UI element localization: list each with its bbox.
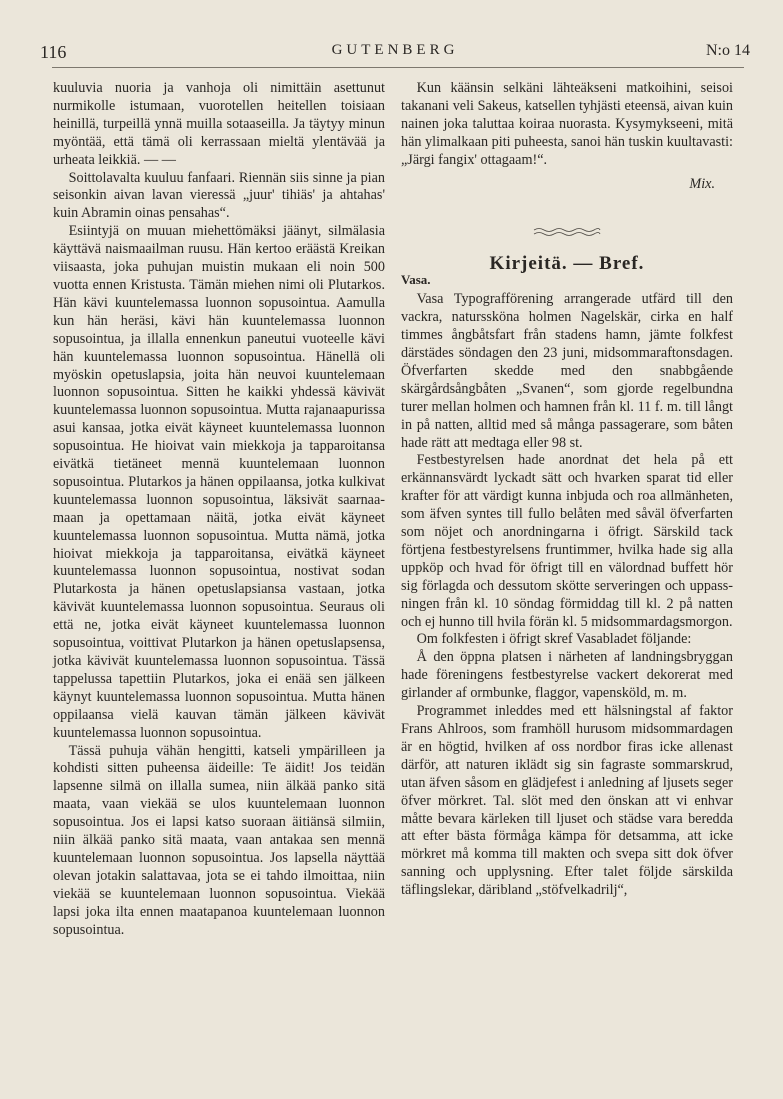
page-header — [40, 40, 750, 64]
left-column — [53, 80, 385, 940]
section-title: Kirjeitä. — Bref. — [489, 253, 645, 275]
right-column — [401, 80, 733, 900]
right-paragraph-5: Programmet inleddes med ett hälsningstal af faktor Frans Ahlroos, som framhöll hurusom midsommardagen är en högtid, hvilken af oss nordbor firas icke allenast därför, att naturen iklädt sig sin fagraste sommarskrud, utan äfven såsom en glädjefest i anledning af ljusets seger öfver mörkret. Tal. slöt med den önskan att vi enhvar måtte bevara kärleken till ljuset och städse vara beredda att efter bästa förmåga kämpa för detsamma, att icke mörkret må komma till makten och svepa sitt dok öfver sanning och upplysning. Efter talet följde särskilda täflingslekar, däribland „stöfvelkadrilj“, — [401, 703, 733, 899]
wavy-divider-icon — [532, 227, 602, 237]
issue-number: N:o 14 — [706, 42, 750, 59]
right-intro-paragraph: Kun käänsin selkäni lähteäkseni matkoihini, seisoi takanani veli Sakeus, katsellen tyhjästi eteensä, aivan kuin nainen joka taluttaa koiraa nuorasta. Kysymykseeni, mitä hän ylimalkaan piti puheesta, sanoi hän tuskin kuultavasti: „Järgi fangix' ottagaam!“. — [401, 80, 733, 168]
dateline-place: Vasa. — [401, 272, 431, 288]
left-paragraph-2: Soittolavalta kuuluu fanfaari. Riennän siis sinne ja pian seisonkin aivan lavan vieressä „juur' tihiäs' ja ahtahas' kuin Abramin oinas pensahas“. — [53, 169, 385, 222]
signature: Mix. — [689, 175, 715, 192]
page-number: 116 — [40, 42, 67, 62]
left-paragraph-4: Tässä puhuja vähän hengitti, katseli ympärilleen ja kohdisti sitten puheensa äideille: Te äidit! Jos teidän lapsenne silmä on illalla sumea, niin älkää panko sitä maata, vaan viekää se ulos kuuntelemaan luonnon sopusointua. Jos ei lapsi katso suoraan äitiänsä silmiin, niin älkää panko sitä maata, vaan antakaa sen mennä kuuntelemaan luonnon sopusointua. Jos lapsella näyttää olevan jotakin salattavaa, jota se ei tahdo ilmoittaa, niin viekää se kuuntelemaan luonnon sopusointua. Viekää lapsi joka ilta ennen maatapanoa kuuntelemaan luonnon sopusointua. — [53, 742, 385, 938]
right-paragraph-2: Festbestyrelsen hade anordnat det hela på ett erkännansvärdt lyckadt sätt och hvarken sparat tid eller krafter för att värdigt kunna inbjuda och roa allmänheten, som äfven syntes till fullo belåten med såväl öfverfarten som nöjet och anordningarna i öfrigt. Särskild tack förtjena festbestyrelsens fruntimmer, hvilka hade sig alla uppköp och hvad för öfrigt till en välordnad buffett hör sig förlagda och dessutom skötte serveringen och uppassningen från kl. 10 söndag förmiddag till kl. 2 på natten och ej hunno till hvila förän kl. 5 midsommardagsmorgon. — [401, 452, 733, 630]
left-paragraph-1: kuuluvia nuoria ja vanhoja oli nimittäin asettunut nurmikolle istumaan, vuorotellen heitellen toisiaan heinillä, turpeillä ynnä muilla sotaaseilla. Ja täytyy minun myöntää, että tämä oli kerrassaan mieltä ylentävää ja urheata leikkiä. — — — [53, 80, 385, 168]
masthead: GUTENBERG — [331, 42, 459, 58]
right-paragraph-1: Vasa Typografförening arrangerade utfärd till den vackra, naturssköna holmen Nagelskär, cirka en half timmes ångbåtsfart från stadens hamn, jämte folkfest därstädes söndagen den 23 juni, midsommaraftonsdagen. Öfverfarten skedde med den snabbgående skärgårdsångbåten „Svanen“, som gjorde regelbundna turer mellan holmen och hamnen från kl. 11 f. m. till långt in på natten, alltid med så många passagerare, som båten hade rätt att medtaga eller 98 st. — [401, 291, 733, 451]
header-rule — [52, 67, 744, 68]
left-paragraph-3: Esiintyjä on muuan miehettömäksi jäänyt, silmälasia käyttävä naismaailman ruusu. Hän kertoo eräästä Kreikan viisaasta, joka puhujan muistin mukaan eli noin 500 vuotta ennen Kristusta. Tämän miehen nimi oli Plutarkos. Hän kävi kuuntelemassa luonnon sopusointua. Aamulla kun hän heräsi, kävi hän kuuntelemassa luonnon sopusointua, ja illalla ennenkun paneutui vuoteelle kävi hän kuuntelemassa luonnon sopusointua. Hänellä oli myöskin opetuslapsia, joita hän neuvoi kuuntelemaan luonnon sopusointua. Sitten he kaikki yhdessä kävivät kuuntelemassa luonnon sopusointua. Mutta rajanaapurissa asui kansaa, jotka eivät käyneet kuuntelemassa luonnon sopusointua. He hioivat vain miekkoja ja tapparoitansa eivätkä tietäneet mennä kuuntelemaan luonnon sopusointua. Plutarkos ja hänen oppilaansa, jotka kulkivat kuuntelemassa luonnon sopusointua, läksivät saarnaamaan ja opettamaan näitä, jotka eivät käyneet kuuntelemassa luonnon sopusointua. Mutta nämä, jotka hioivat miekkoja ja tapparoitansa, eivätkä käyneet kuuntelemassa luonnon sopusointua, nostivat sodan Plutarkosta ja hänen opetuslapsiansa vastaan, jotka kävivät kuuntelemassa luonnon sopusointua. Seuraus oli että ne, jotka eivät käyneet kuuntelemassa luonnon sopusointua, voittivat Plutarkon ja hänen opetuslapsensa, jotka kävivät kuuntelemassa luonnon sopusointua. Tässä tappelussa tapettiin Plutarkos, joka ei enää sen jälkeen käynyt kuuntelemassa luonnon sopusointua. Mutta hänen oppilaansa vielä kauvan tämän jälkeen kävivät kuuntelemassa luonnon sopusointua. — [53, 223, 385, 741]
right-paragraph-4: Å den öppna platsen i närheten af landningsbryggan hade föreningens festbestyrelse vackert dekorerat med girlander af ormbunke, flaggor, vapensköld, m. m. — [401, 649, 733, 702]
right-paragraph-3: Om folkfesten i öfrigt skref Vasabladet följande: — [416, 631, 692, 648]
